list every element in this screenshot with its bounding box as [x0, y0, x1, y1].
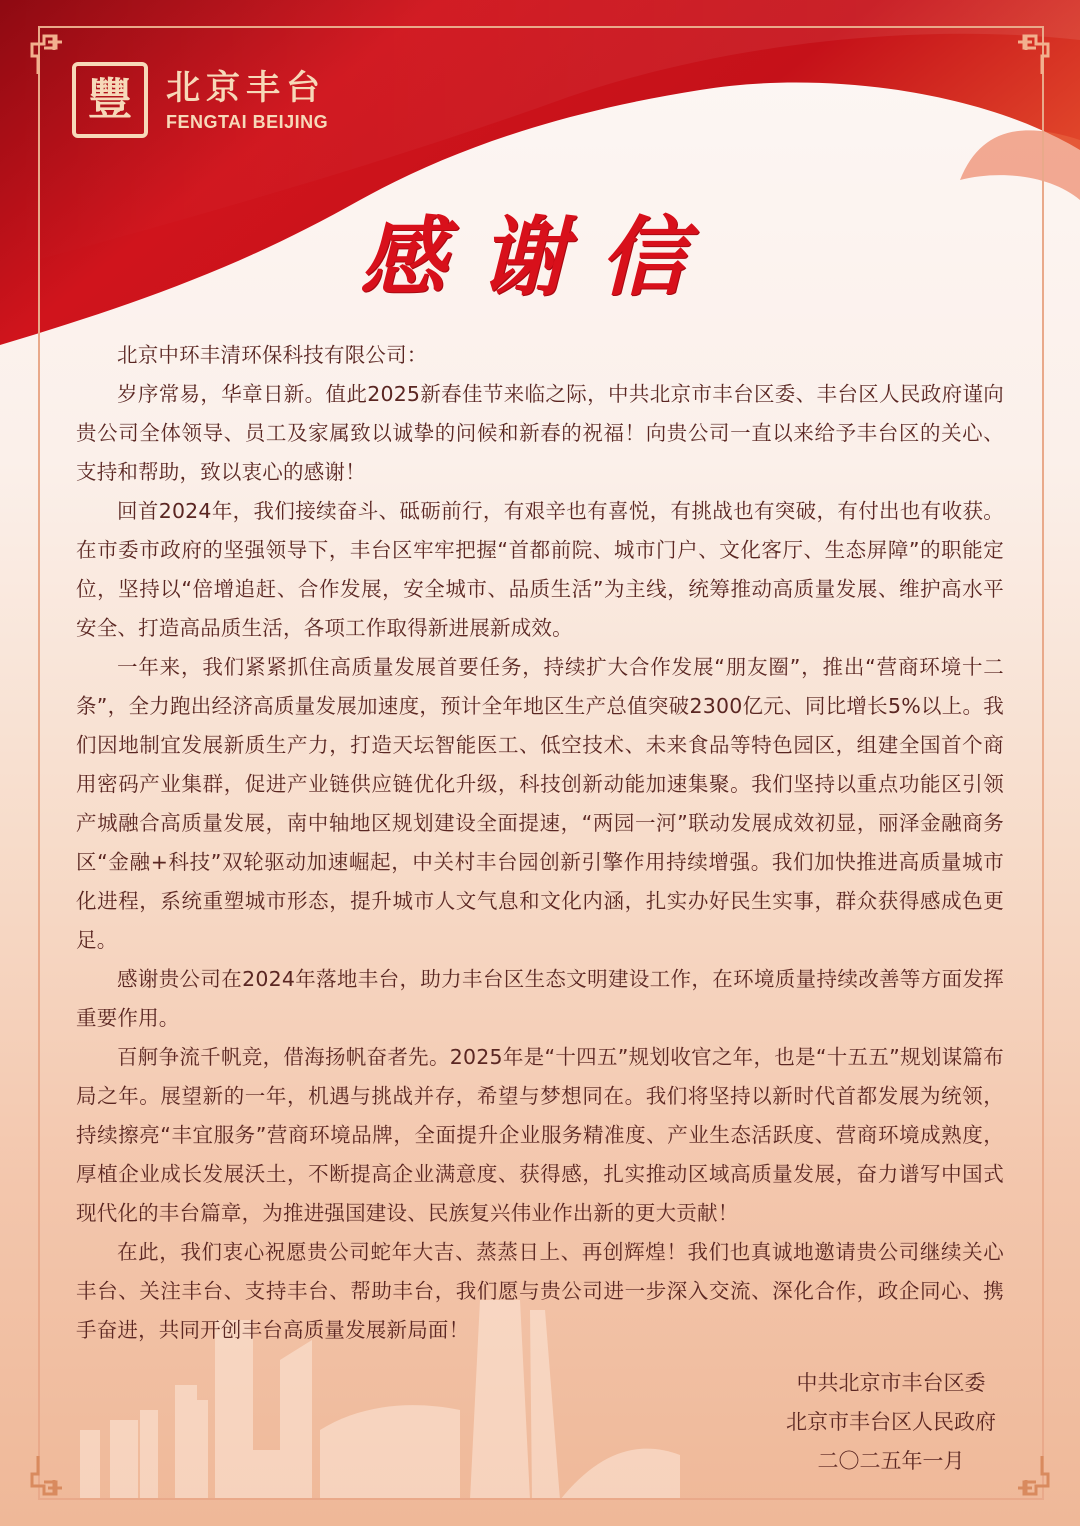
fengtai-seal-icon: 豐 [72, 62, 148, 138]
corner-knot-ornament-icon [1010, 30, 1054, 74]
letter-title: 感谢信 [360, 207, 720, 308]
fengtai-beijing-logo [72, 62, 328, 138]
logo-name-english: FENGTAI BEIJING [166, 111, 329, 132]
corner-knot-ornament-icon [26, 1456, 70, 1500]
letter-paragraph-greeting: 岁序常易，华章日新。值此2025新春佳节来临之际，中共北京市丰台区委、丰台区人民政府谨向贵公司全体领导、员工及家属致以诚挚的问候和新春的祝福！向贵公司一直以来给予丰台区的关心、支持和帮助，致以衷心的感谢！ [76, 382, 1004, 484]
corner-knot-ornament-icon [26, 30, 70, 74]
letter-paragraph-outlook-2025: 百舸争流千帆竞，借海扬帆奋者先。2025年是“十四五”规划收官之年，也是“十五五”规划谋篇布局之年。展望新的一年，机遇与挑战并存，希望与梦想同在。我们将坚持以新时代首都发展为统领，持续擦亮“丰宜服务”营商环境品牌，全面提升企业服务精准度、产业生态活跃度、营商环境成熟度，厚植企业成长发展沃土，不断提高企业满意度、获得感，扎实推动区域高质量发展，奋力谱写中国式现代化的丰台篇章，为推进强国建设、民族复兴伟业作出新的更大贡献！ [76, 1045, 1004, 1225]
signature-party-committee: 中共北京市丰台区委 [796, 1371, 986, 1395]
letter-body [76, 336, 1004, 1350]
letter-paragraph-thanks: 感谢贵公司在2024年落地丰台，助力丰台区生态文明建设工作，在环境质量持续改善等方面发挥重要作用。 [76, 967, 1004, 1030]
letter-paragraph-review-2024: 回首2024年，我们接续奋斗、砥砺前行，有艰辛也有喜悦，有挑战也有突破，有付出也有收获。在市委市政府的坚强领导下，丰台区牢牢把握“首都前院、城市门户、文化客厅、生态屏障”的职能定位，坚持以“倍增追赶、合作发展，安全城市、品质生活”为主线，统筹推动高质量发展、维护高水平安全、打造高品质生活，各项工作取得新进展新成效。 [76, 499, 1004, 640]
corner-knot-ornament-icon [1010, 1456, 1054, 1500]
logo-name-chinese: 北京丰台 [166, 67, 326, 108]
letter-salutation: 北京中环丰清环保科技有限公司： [117, 343, 428, 367]
letter-paragraph-closing: 在此，我们衷心祝愿贵公司蛇年大吉、蒸蒸日上、再创辉煌！我们也真诚地邀请贵公司继续关心丰台、关注丰台、支持丰台、帮助丰台，我们愿与贵公司进一步深入交流、深化合作，政企同心、携手奋进，共同开创丰台高质量发展新局面！ [76, 1240, 1004, 1342]
letter-signature [786, 1364, 996, 1481]
signature-district-government: 北京市丰台区人民政府 [786, 1410, 996, 1434]
signature-date: 二〇二五年一月 [817, 1449, 965, 1473]
letter-paragraph-achievements: 一年来，我们紧紧抓住高质量发展首要任务，持续扩大合作发展“朋友圈”，推出“营商环境十二条”，全力跑出经济高质量发展加速度，预计全年地区生产总值突破2300亿元、同比增长5%以上。我们因地制宜发展新质生产力，打造天坛智能医工、低空技术、未来食品等特色园区，组建全国首个商用密码产业集群，促进产业链供应链优化升级，科技创新动能加速集聚。我们坚持以重点功能区引领产城融合高质量发展，南中轴地区规划建设全面提速，“两园一河”联动发展成效初显，丽泽金融商务区“金融+科技”双轮驱动加速崛起，中关村丰台园创新引擎作用持续增强。我们加快推进高质量城市化进程，系统重塑城市形态，提升城市人文气息和文化内涵，扎实办好民生实事，群众获得感成色更足。 [76, 655, 1004, 952]
